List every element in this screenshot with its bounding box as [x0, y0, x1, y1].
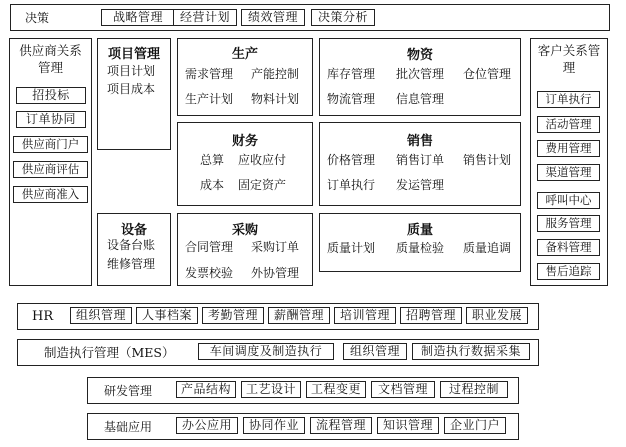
customer-item-order[interactable]: 订单执行	[537, 91, 600, 108]
decision-label: 决策	[25, 11, 50, 25]
production-item-material-plan[interactable]: 物料计划	[251, 92, 300, 106]
project-item-cost[interactable]: 项目成本	[107, 82, 156, 96]
materials-item-inventory[interactable]: 库存管理	[327, 67, 376, 81]
base-row	[87, 413, 519, 440]
rnd-item-process[interactable]: 工艺设计	[241, 381, 301, 398]
sales-item-price[interactable]: 价格管理	[327, 153, 376, 167]
production-title: 生产	[231, 47, 258, 62]
mes-row	[17, 339, 539, 366]
customer-item-channel[interactable]: 渠道管理	[537, 164, 600, 181]
hr-row	[17, 303, 539, 330]
customer-item-callcenter[interactable]: 呼叫中心	[537, 192, 600, 209]
mes-item-data[interactable]: 制造执行数据采集	[412, 343, 530, 360]
hr-item-salary[interactable]: 薪酬管理	[268, 307, 330, 324]
rnd-item-control[interactable]: 过程控制	[440, 381, 508, 398]
finance-item-receivable[interactable]: 应收应付	[238, 153, 287, 167]
quality-item-inspection[interactable]: 质量检验	[396, 241, 445, 255]
base-item-collab[interactable]: 协同作业	[243, 417, 305, 434]
materials-panel	[319, 38, 521, 116]
mes-label: 制造执行管理（MES）	[44, 345, 175, 360]
supplier-item-evaluation[interactable]: 供应商评估	[13, 161, 88, 178]
rnd-item-structure[interactable]: 产品结构	[176, 381, 236, 398]
purchasing-item-outsource[interactable]: 外协管理	[251, 266, 300, 280]
decision-row	[10, 4, 610, 31]
project-panel	[97, 38, 171, 150]
hr-item-personnel[interactable]: 人事档案	[136, 307, 198, 324]
finance-item-total[interactable]: 总算	[200, 153, 225, 167]
base-item-knowledge[interactable]: 知识管理	[377, 417, 439, 434]
purchasing-title: 采购	[231, 223, 258, 238]
finance-panel	[177, 122, 313, 206]
supplier-item-portal[interactable]: 供应商门户	[13, 136, 88, 153]
customer-item-expense[interactable]: 费用管理	[537, 140, 600, 157]
base-label: 基础应用	[104, 420, 153, 434]
purchasing-item-order[interactable]: 采购订单	[251, 240, 300, 254]
supplier-item-access[interactable]: 供应商准入	[13, 186, 88, 203]
equipment-panel	[97, 213, 171, 286]
sales-item-order[interactable]: 销售订单	[396, 153, 445, 167]
materials-item-logistics[interactable]: 物流管理	[327, 92, 376, 106]
quality-panel	[319, 213, 521, 272]
project-item-plan[interactable]: 项目计划	[107, 64, 156, 78]
quality-title: 质量	[406, 223, 433, 238]
hr-item-training[interactable]: 培训管理	[334, 307, 396, 324]
customer-panel	[530, 38, 608, 286]
decision-item-performance[interactable]: 绩效管理	[241, 9, 305, 26]
rnd-item-change[interactable]: 工程变更	[306, 381, 366, 398]
materials-item-batch[interactable]: 批次管理	[396, 67, 445, 81]
rnd-label: 研发管理	[104, 384, 153, 398]
sales-title: 销售	[406, 134, 433, 149]
production-panel	[177, 38, 313, 116]
decision-item-analysis[interactable]: 决策分析	[311, 9, 375, 26]
purchasing-panel	[177, 213, 313, 286]
supplier-panel	[9, 38, 92, 286]
materials-item-location[interactable]: 仓位管理	[463, 67, 512, 81]
production-item-demand[interactable]: 需求管理	[185, 67, 234, 81]
base-item-portal[interactable]: 企业门户	[444, 417, 506, 434]
production-item-capacity[interactable]: 产能控制	[251, 67, 300, 81]
decision-item-strategy[interactable]: 战略管理	[101, 9, 175, 26]
production-item-plan[interactable]: 生产计划	[185, 92, 234, 106]
hr-item-career[interactable]: 职业发展	[466, 307, 528, 324]
customer-item-parts[interactable]: 备料管理	[537, 239, 600, 256]
purchasing-item-contract[interactable]: 合同管理	[185, 240, 234, 254]
rnd-item-docs[interactable]: 文档管理	[371, 381, 435, 398]
customer-item-aftersales[interactable]: 售后追踪	[537, 263, 600, 280]
sales-panel	[319, 122, 521, 206]
quality-item-plan[interactable]: 质量计划	[327, 241, 376, 255]
hr-label: HR	[32, 309, 54, 324]
sales-item-plan[interactable]: 销售计划	[463, 153, 512, 167]
base-item-workflow[interactable]: 流程管理	[310, 417, 372, 434]
equipment-item-ledger[interactable]: 设备台账	[107, 238, 156, 252]
sales-item-shipping[interactable]: 发运管理	[396, 178, 445, 192]
supplier-item-order-sync[interactable]: 订单协同	[16, 111, 86, 128]
quality-item-trace[interactable]: 质量追调	[463, 241, 512, 255]
mes-item-dispatch[interactable]: 车间调度及制造执行	[198, 343, 334, 360]
finance-title: 财务	[231, 134, 258, 149]
customer-title: 客户关系管理	[537, 43, 601, 75]
finance-item-cost[interactable]: 成本	[200, 178, 225, 192]
supplier-title: 供应商关系管理	[19, 43, 82, 75]
mes-item-org[interactable]: 组织管理	[343, 343, 407, 360]
customer-item-activity[interactable]: 活动管理	[537, 116, 600, 133]
base-item-office[interactable]: 办公应用	[176, 417, 238, 434]
customer-item-service[interactable]: 服务管理	[537, 215, 600, 232]
hr-item-attendance[interactable]: 考勤管理	[202, 307, 264, 324]
equipment-title: 设备	[120, 223, 147, 238]
materials-item-info[interactable]: 信息管理	[396, 92, 445, 106]
finance-item-fixed-assets[interactable]: 固定资产	[238, 178, 287, 192]
project-title: 项目管理	[107, 47, 160, 62]
equipment-item-maintenance[interactable]: 维修管理	[107, 257, 156, 271]
purchasing-item-invoice[interactable]: 发票校验	[185, 266, 234, 280]
rnd-row	[87, 377, 519, 404]
materials-title: 物资	[406, 48, 433, 63]
decision-item-plan[interactable]: 经营计划	[173, 9, 237, 26]
hr-item-org[interactable]: 组织管理	[70, 307, 132, 324]
hr-item-recruit[interactable]: 招聘管理	[400, 307, 462, 324]
supplier-item-bidding[interactable]: 招投标	[16, 87, 86, 104]
sales-item-order-exec[interactable]: 订单执行	[327, 178, 376, 192]
